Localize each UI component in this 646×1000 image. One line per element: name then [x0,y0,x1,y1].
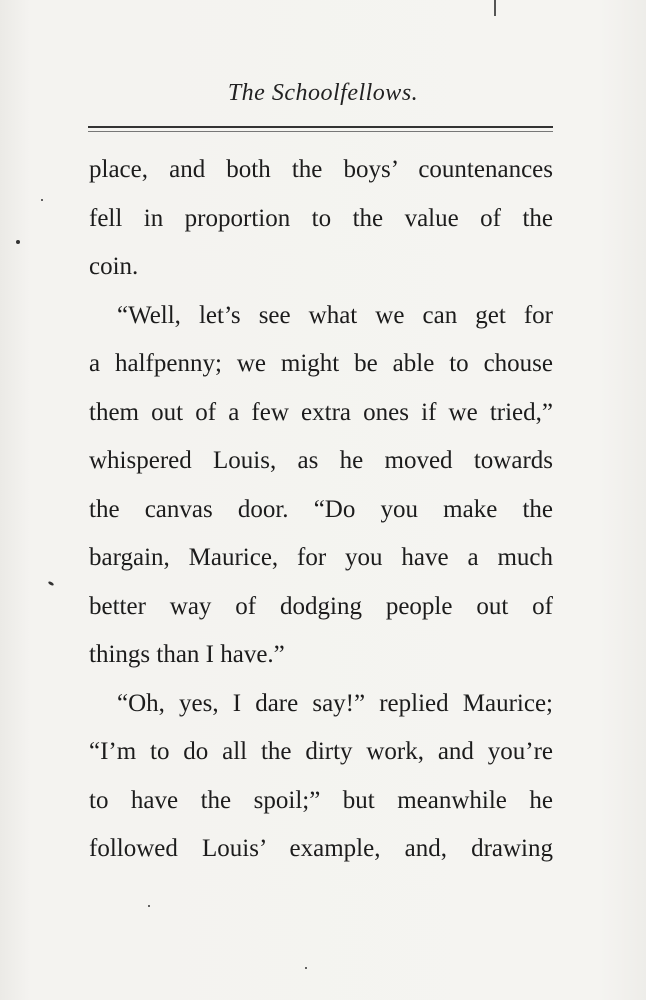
text-line: whispered Louis, as he moved towards [89,447,553,474]
text-line: fell in proportion to the value of the [89,204,553,232]
paper-speck [305,967,307,969]
text-line: “Oh, yes, I dare say!” replied Maurice; [117,689,553,717]
paper-speck [148,905,150,907]
paper-speck [48,581,55,587]
header-rule [88,126,553,128]
text-line: things than I have.” [89,641,285,668]
text-line: “I’m to do all the dirty work, and you’re [89,738,553,765]
text-line: followed Louis’ example, and, drawing [89,835,553,862]
paper-speck [41,199,43,201]
corner-mark [494,0,496,16]
text-line: to have the spoil;” but meanwhile he [89,786,553,814]
running-head: The Schoolfellows. [227,80,419,106]
text-line: “Well, let’s see what we can get for [117,301,553,329]
header-rule-thin [88,131,553,132]
text-line: better way of dodging people out of [89,592,553,620]
text-line: place, and both the boys’ countenances [89,156,553,183]
text-line: a halfpenny; we might be able to chouse [89,350,553,377]
paper-speck [16,240,20,244]
text-line: the canvas door. “Do you make the [89,495,553,523]
text-line: them out of a few extra ones if we tried,” [89,398,553,426]
page-body-text [89,148,553,876]
text-line: coin. [89,253,139,280]
text-line: bargain, Maurice, for you have a much [89,544,553,571]
